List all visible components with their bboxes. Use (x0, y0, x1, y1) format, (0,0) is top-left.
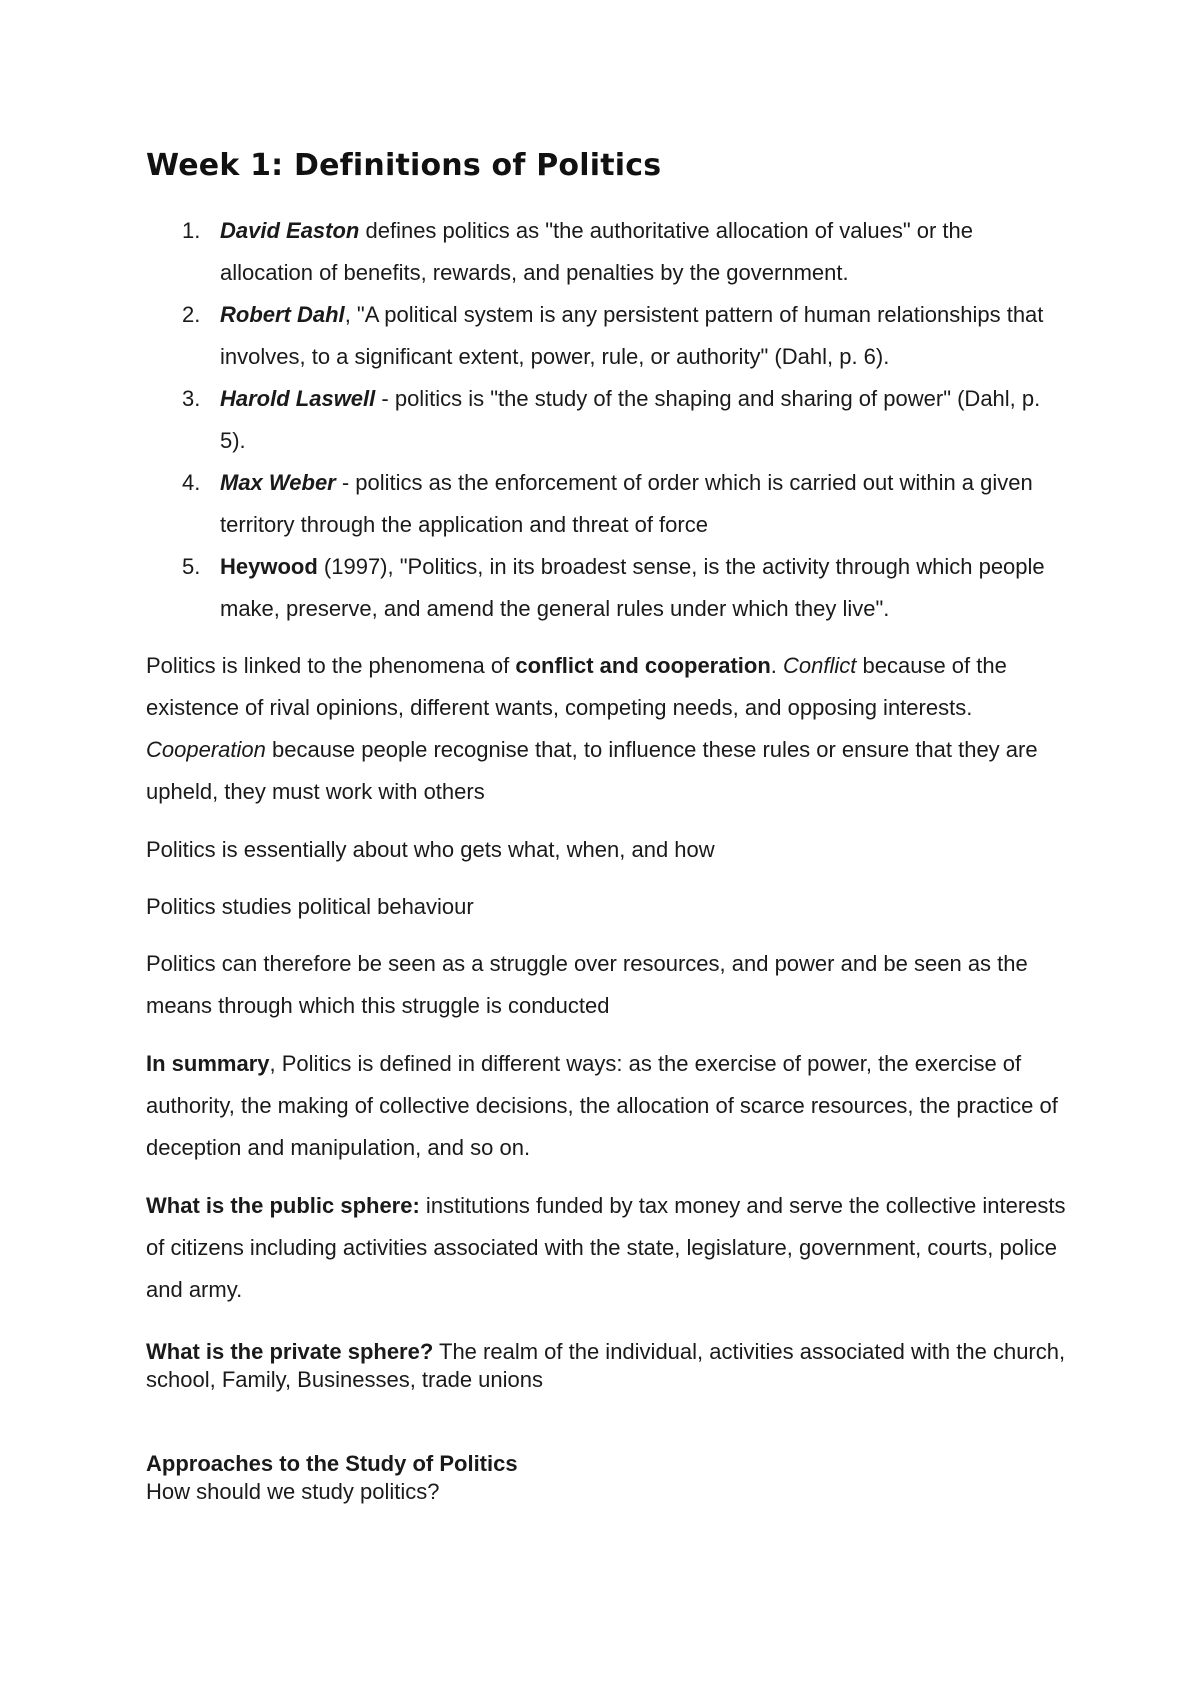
definition-text: (1997), "Politics, in its broadest sense, is the activity through which people make, preserve, and amend the general rules under which they live". (220, 554, 1045, 621)
definition-text: defines politics as "the authoritative allocation of values" or the allocation of benefits, rewards, and penalties by the government. (220, 218, 974, 285)
list-item (146, 462, 1066, 546)
list-item (146, 210, 1066, 294)
summary-paragraph (146, 1043, 1076, 1169)
struggle-paragraph: Politics can therefore be seen as a struggle over resources, and power and be seen as the means through which this struggle is conducted (146, 951, 1028, 1018)
paragraph-text: institutions funded by tax money and serve the collective interests of citizens including activities associated with the state, legislature, government, courts, police and army. (146, 1193, 1066, 1302)
behaviour-paragraph: Politics studies political behaviour (146, 894, 474, 919)
definitions-list (146, 210, 1066, 630)
bold-term: conflict and cooperation (515, 653, 771, 678)
bold-term: What is the public sphere: (146, 1193, 420, 1218)
author-name: David Easton (220, 218, 360, 243)
list-number: 5. (182, 554, 201, 579)
paragraph-text: The realm of the individual, activities associated with the church, school, Family, Businesses, trade unions (146, 1339, 1066, 1392)
approaches-section (146, 1450, 518, 1506)
paragraph-text: . (770, 653, 784, 678)
list-number: 2. (182, 302, 201, 327)
page-title: Week 1: Definitions of Politics (146, 148, 662, 183)
italic-term: Cooperation (146, 737, 266, 762)
public-sphere-paragraph (146, 1185, 1076, 1311)
section-question: How should we study politics? (146, 1479, 440, 1504)
list-item (146, 294, 1066, 378)
bold-term: In summary (146, 1051, 270, 1076)
author-name: Harold Laswell (220, 386, 376, 411)
paragraph-text: because of the existence of rival opinions, different wants, competing needs, and opposing interests. (146, 653, 1007, 720)
definition-text: - politics as the enforcement of order which is carried out within a given territory through the application and threat of force (220, 470, 1033, 537)
bold-term: What is the private sphere? (146, 1339, 434, 1364)
definition-text: - politics is "the study of the shaping and sharing of power" (Dahl, p. 5). (220, 386, 1041, 453)
private-sphere-paragraph (146, 1338, 1076, 1394)
author-name: Max Weber (220, 470, 336, 495)
author-name: Robert Dahl (220, 302, 345, 327)
paragraph-text: , Politics is defined in different ways: as the exercise of power, the exercise of authority, the making of collective decisions, the allocation of scarce resources, the practice of deception and manipulation, and so on. (146, 1051, 1058, 1160)
italic-term: Conflict (783, 653, 857, 678)
who-gets-what-paragraph: Politics is essentially about who gets what, when, and how (146, 837, 715, 862)
list-item (146, 378, 1066, 462)
list-item (146, 546, 1066, 630)
paragraph-text: Politics is linked to the phenomena of (146, 653, 516, 678)
list-number: 1. (182, 218, 201, 243)
paragraph-text: because people recognise that, to influence these rules or ensure that they are upheld, they must work with others (146, 737, 1038, 804)
definition-text: , "A political system is any persistent pattern of human relationships that involves, to a significant extent, power, rule, or authority" (Dahl, p. 6). (220, 302, 1044, 369)
list-number: 3. (182, 386, 201, 411)
list-number: 4. (182, 470, 201, 495)
conflict-cooperation-paragraph (146, 645, 1076, 813)
section-heading: Approaches to the Study of Politics (146, 1451, 518, 1476)
author-name: Heywood (220, 554, 318, 579)
